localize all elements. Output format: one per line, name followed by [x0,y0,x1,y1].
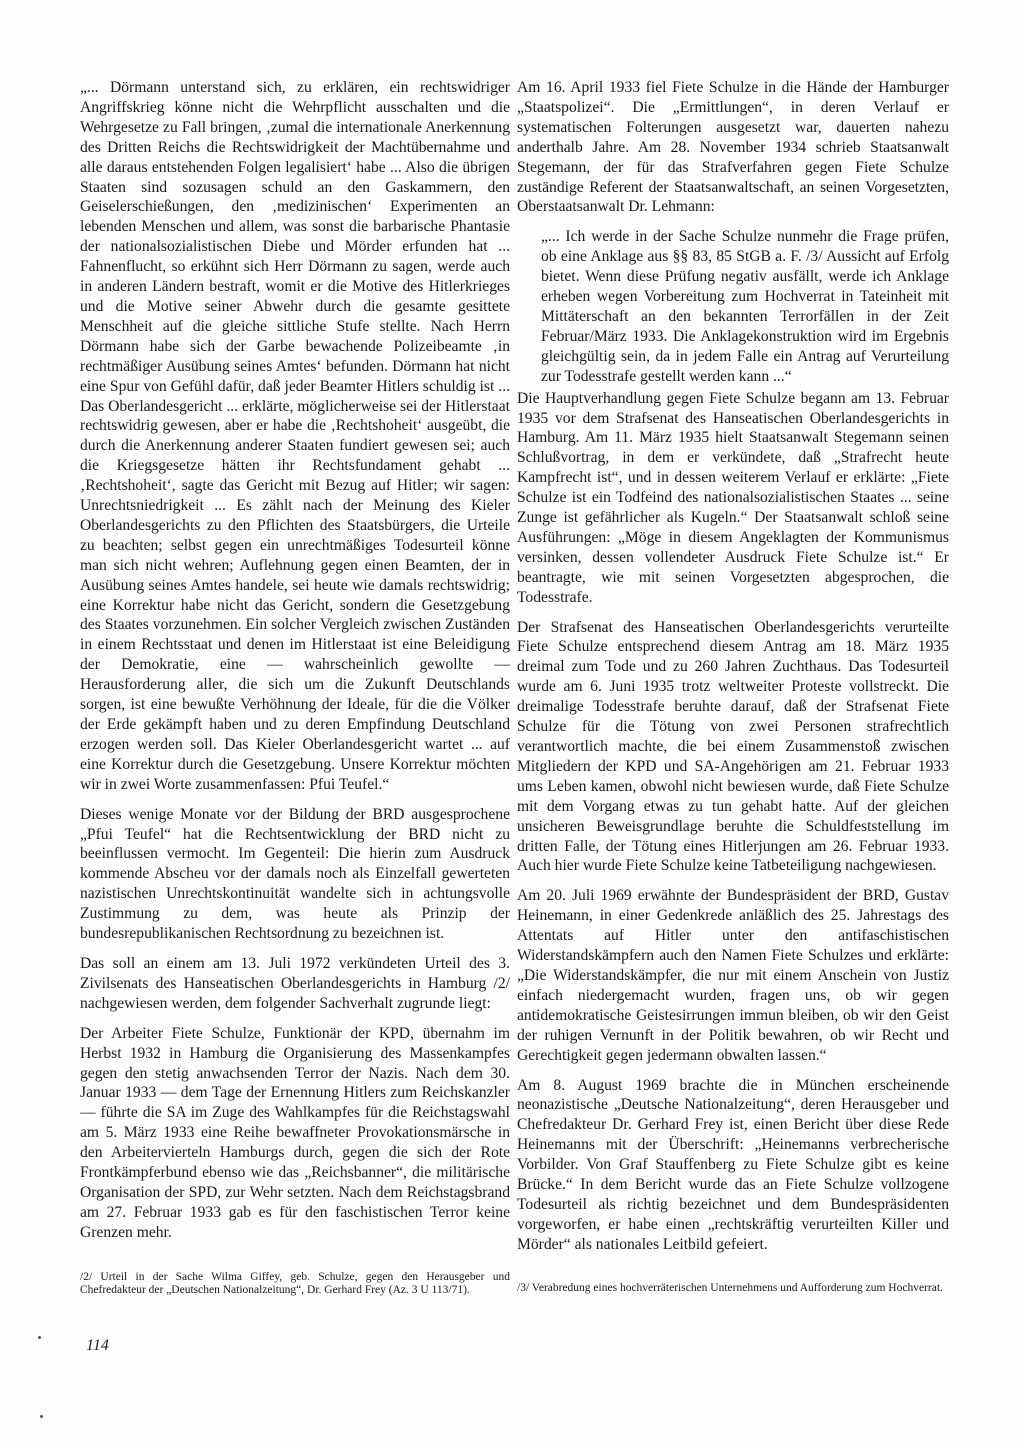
left-column [80,78,510,1253]
body-paragraph: Am 16. April 1933 fiel Fiete Schulze in die Hände der Hamburger „Staatspolizei“. Die „Ermittlungen“, in deren Verlauf er systematischen Folterungen ausgesetzt war, dauerten nahezu anderthalb Jahre. Am 28. November 1934 schrieb Staatsanwalt Stegemann, der für das Strafverfahren gegen Fiete Schulze zuständige Referent der Staatsanwaltschaft, an seinen Vorgesetzten, Oberstaatsanwalt Dr. Lehmann: [517,79,949,216]
body-paragraph: Das soll an einem am 13. Juli 1972 verkündeten Urteil des 3. Zivilsenats des Hanseatischen Oberlandesgerichts in Hamburg /2/ nachgewiesen werden, dem folgender Sachverhalt zugrunde liegt: [80,954,510,1012]
footnote-2: /2/ Urteil in der Sache Wilma Giffey, geb. Schulze, gegen den Herausgeber und Chefredakteur der „Deutschen Nationalzeitung“, Dr. Gerhard Frey (Az. 3 U 113/71). [80,1271,510,1296]
body-paragraph: Am 20. Juli 1969 erwähnte der Bundespräsident der BRD, Gustav Heinemann, in einer Gedenkrede anläßlich des 25. Jahrestags des Attentats auf Hitler unter den antifaschistischen Widerstandskämpfern auch den Namen Fiete Schulzes und erklärte: „Die Widerstandskämpfer, die nur mit einem Anschein von Justiz einfach niedergemacht wurden, fragen uns, ob wir gegen antidemokratische Geistesirrungen immun bleiben, ob wir den Geist der ruhigen Vernunft in der Politik bewahren, ob wir Recht und Gerechtigkeit gegen jedermann obwalten lassen.“ [517,887,949,1064]
footnote-3: /3/ Verabredung eines hochverräterischen Unternehmens und Aufforderung zum Hochverrat. [517,1282,943,1294]
footnote-left [80,1271,510,1297]
block-quote: „... Ich werde in der Sache Schulze nunmehr die Frage prüfen, ob eine Anklage aus §§ 83, 85 StGB a. F. /3/ Aussicht auf Erfolg bietet. Wenn diese Prüfung negativ ausfällt, werde ich Anklage erheben wegen Vorbereitung zum Hochverrat in Tateinheit mit Mittäterschaft an den bekannten Terrorfällen in der Zeit Februar/März 1933. Die Anklagekonstruktion wird im Ergebnis gleichgültig sein, da in jedem Falle ein Antrag auf Verurteilung zur Todesstrafe gestellt werden kann ...“ [541,228,949,385]
quote-paragraph: „... Dörmann unterstand sich, zu erklären, ein rechtswidriger Angriffskrieg könne nicht die Wehrpflicht ausschalten und die Wehrgesetze zu Fall bringen, ‚zumal die internationale Anerkennung des Dritten Reichs die Rechtswidrigkeit der Machtübernahme und alle daraus entstehenden Folgen legalisiert‘ habe ... Also die übrigen Staaten sind sozusagen schuld an den Gaskammern, den Geiselerschießungen, den ‚medizinischen‘ Experimenten an lebenden Menschen und allem, was sonst die barbarische Phantasie der nationalsozialistischen Diebe und Mörder erfunden hat ... Fahnenflucht, so erkühnt sich Herr Dörmann zu sagen, werde auch in anderen Ländern bestraft, womit er die Motive des Hitlerkrieges und die Motive seiner Abwehr durch die gesamte gesittete Menschheit auf die gleiche sittliche Stufe stellte. Nach Herrn Dörmann habe sich der Garbe bewachende Polizeibeamte ‚in rechtmäßiger Ausübung seines Amtes‘ befunden. Dörmann hat nicht eine Spur von Gefühl dafür, daß jeder Beamter Hitlers schuldig ist ... Das Oberlandesgericht ... erklärte, möglicherweise sei der Hitlerstaat rechtswidrig gewesen, aber er habe die ‚Rechtshoheit‘ ausgeübt, die durch die Anerkennung anderer Staaten fundiert gewesen sei; auch die Kriegsgesetze hätten ihr Rechtsfundament gehabt ... ‚Rechtshoheit‘, sagte das Gericht mit Bezug auf Hitler; wir sagen: Unrechtsniedrigkeit ... Es zählt nach der Meinung des Kieler Oberlandesgerichts zu den Pflichten des Staatsbürgers, die Urteile zu beachten; selbst gegen ein unrechtmäßiges Todesurteil könne man sich nicht wehren; Auflehnung gegen einen Beamten, der in Ausübung seines Amtes handele, sei heute wie damals rechtswidrig; eine Korrektur habe nicht das Gericht, sondern die Gesetzgebung des Staates vorzunehmen. Ein solcher Vergleich zwischen Zuständen in einem Rechtsstaat und denen im Hitlerstaat ist eine Beleidigung der Demokratie, eine — wahrscheinlich gewollte — Herausforderung aller, die sich um die Zukunft Deutschlands sorgen, ist eine bewußte Verhöhnung der Ideale, für die die Völker der Erde gekämpft haben und zu deren Empfindung Deutschland erzogen werden soll. Das Kieler Oberlandesgericht wartet ... auf eine Korrektur durch die Gesetzgebung. Unsere Korrektur möchten wir in zwei Worte zusammenfassen: Pfui Teufel.“ [80,79,510,793]
scan-speck [38,1336,41,1339]
scan-speck [40,1415,43,1418]
right-column [517,78,949,1265]
body-paragraph: Die Hauptverhandlung gegen Fiete Schulze begann am 13. Februar 1935 vor dem Strafsenat des Hanseatischen Oberlandesgerichts in Hamburg. Am 11. März 1935 hielt Staatsanwalt Stegemann seinen Schlußvortrag, in dem er verkündete, daß „Strafrecht heute Kampfrecht ist“, und in dessen weiterem Verlauf er erklärte: „Fiete Schulze ist ein Todfeind des nationalsozialistischen Staates ... seine Zunge ist gefährlicher als Kugeln.“ Der Staatsanwalt schloß seine Ausführungen: „Möge in diesem Angeklagten der Kommunismus versinken, dessen vollendeter Ausdruck Fiete Schulze ist.“ Er beantragte, wie mit seinen Vorgesetzten abgesprochen, die Todesstrafe. [517,389,949,606]
body-paragraph: Der Arbeiter Fiete Schulze, Funktionär der KPD, übernahm im Herbst 1932 in Hamburg die Organisierung des Massenkampfes gegen den stetig anwachsenden Terror der Nazis. Nach dem 30. Januar 1933 — dem Tage der Ernennung Hitlers zum Reichskanzler — führte die SA im Zuge des Wahlkampfes für die Reichstagswahl am 5. März 1933 eine Reihe bewaffneter Provokationsmärsche in den Arbeitervierteln Hamburgs durch, gegen die sich der Rote Frontkämpferbund ebenso wie das „Reichsbanner“, die militärische Organisation der SPD, zur Wehr setzten. Nach dem Reichstagsbrand am 27. Februar 1933 gab es für den faschistischen Terror keine Grenzen mehr. [80,1024,510,1241]
body-paragraph: Der Strafsenat des Hanseatischen Oberlandesgerichts verurteilte Fiete Schulze entsprechend diesem Antrag am 18. März 1935 dreimal zum Tode und zu 260 Jahren Zuchthaus. Das Todesurteil wurde am 6. Juni 1935 trotz weltweiter Proteste vollstreckt. Die dreimalige Todesstrafe beruhte darauf, daß der Strafsenat Fiete Schulze für die Tötung von zwei Personen strafrechtlich verantwortlich machte, die bei einem Zusammenstoß zwischen Mitgliedern der KPD und SA-Angehörigen am 21. Februar 1933 ums Leben kamen, obwohl nicht bewiesen wurde, daß Fiete Schulze mit dem Vorgang etwas zu tun gehabt hatte. Auf der gleichen unsicheren Beweisgrundlage beruhte die Schuldfeststellung im dritten Falle, der Tötung eines Hitlerjungen am 26. Februar 1933. Auch hier wurde Fiete Schulze keine Tatbeteiligung nachgewiesen. [517,618,949,875]
page-number: 114 [86,1337,109,1354]
body-paragraph: Dieses wenige Monate vor der Bildung der BRD ausgesprochene „Pfui Teufel“ hat die Rechtsentwicklung der BRD nicht zu beeinflussen vermocht. Im Gegenteil: Die hierin zum Ausdruck kommende Abscheu vor der damals noch als Einzelfall gewerteten nazistischen Unrechtskontinuität wandelte sich in achtungsvolle Zustimmung zu dem, was heute als Prinzip der bundesrepublikanischen Rechtsordnung zu bezeichnen ist. [80,805,510,943]
body-paragraph: Am 8. August 1969 brachte die in München erscheinende neonazistische „Deutsche Nationalzeitung“, deren Herausgeber und Chefredakteur Dr. Gerhard Frey ist, einen Bericht über diese Rede Heinemanns mit der Überschrift: „Heinemanns verbrecherische Vorbilder. Von Graf Stauffenberg zu Fiete Schulze gibt es keine Brücke.“ In dem Bericht wurde das an Fiete Schulze vollzogene Todesurteil als richtig bezeichnet und dem Bundespräsidenten vorgeworfen, er habe einen „rechtskräftig verurteilten Killer und Mörder“ als nationales Leitbild gefeiert. [517,1076,949,1253]
footnote-right [517,1282,949,1295]
